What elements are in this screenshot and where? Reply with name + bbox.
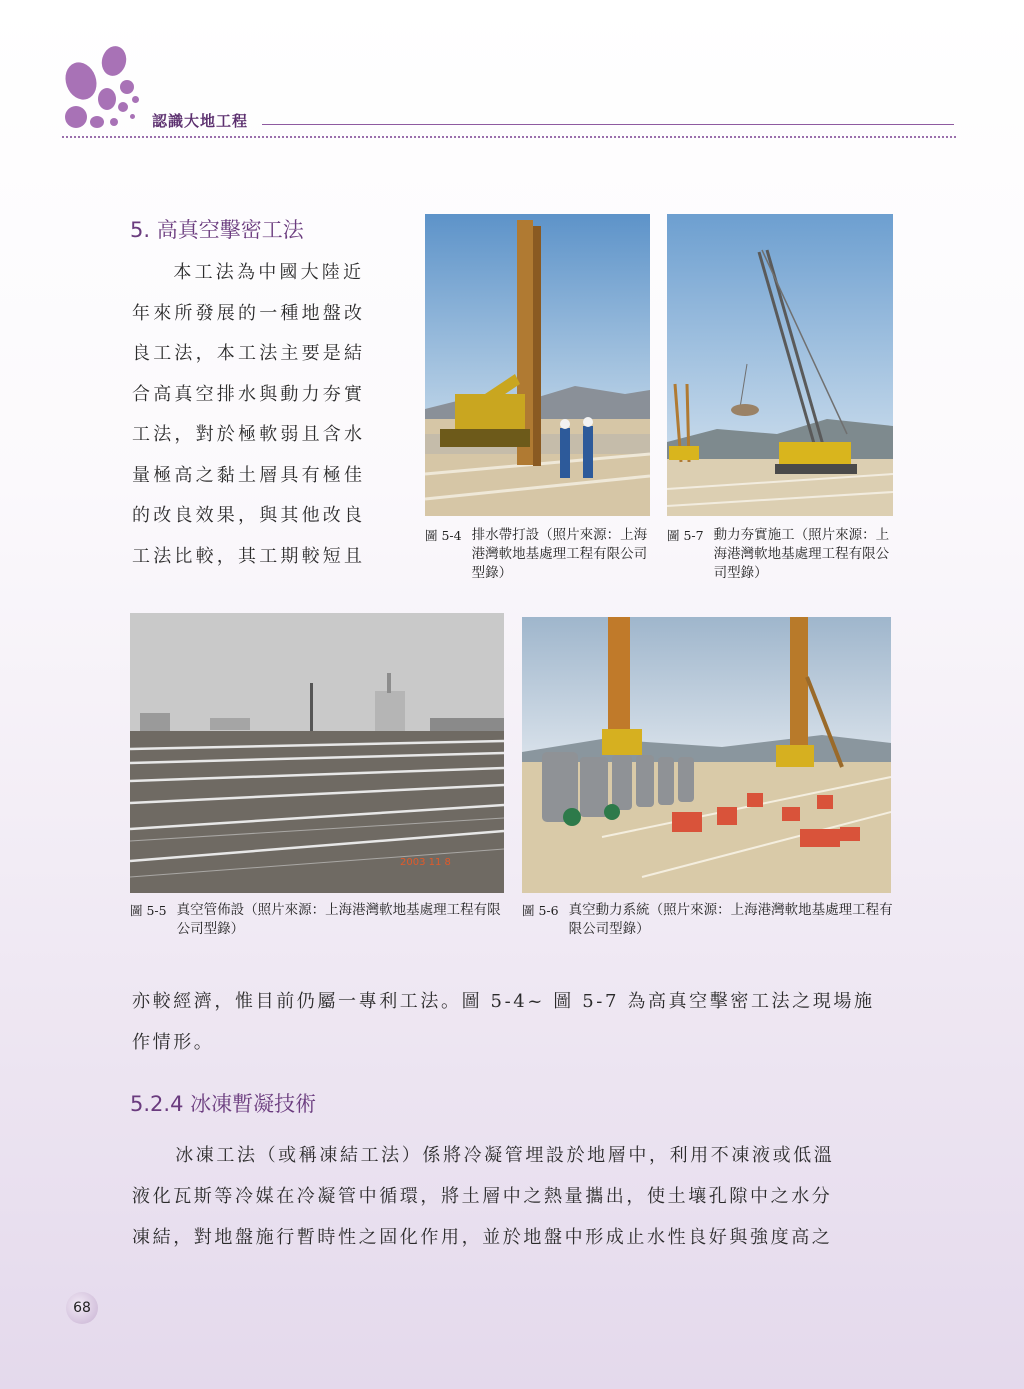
text-line: 的改良效果，與其他改良 [132, 505, 366, 526]
text-line: 冰凍工法（或稱凍結工法）係將冷凝管埋設於地層中，利用不凍液或低溫 [175, 1145, 835, 1166]
photo-dynamic-compaction [667, 214, 893, 516]
caption-fig-5-6 [522, 901, 894, 939]
photo-vacuum-pipes [130, 613, 504, 893]
text-line: 工法比較，其工期較短且 [132, 545, 366, 567]
photo-timestamp: 2003 11 8 [400, 857, 451, 868]
text-line: 年來所發展的一種地盤改 [132, 302, 366, 324]
text-line: 液化瓦斯等冷媒在冷凝管中循環，將土層中之熱量攜出，使土壤孔隙中之水分 [132, 1186, 833, 1207]
header-dotted-rule [62, 136, 956, 138]
header-logo [62, 44, 142, 134]
figure-label: 圖 5-5 [130, 903, 167, 918]
figure-caption: 真空動力系統（照片來源：上海港灣軟地基處理工程有限公司型錄） [568, 902, 893, 937]
section524-paragraph [132, 1135, 894, 1258]
text-line: 本工法為中國大陸近 [173, 262, 365, 283]
figure-caption: 動力夯實施工（照片來源：上海港灣軟地基處理工程有限公司型錄） [713, 527, 890, 581]
caption-fig-5-5 [130, 901, 508, 939]
photo-vacuum-power-system [522, 617, 891, 893]
caption-fig-5-4 [425, 526, 650, 583]
caption-fig-5-7 [667, 526, 895, 583]
page-number: 68 [66, 1292, 98, 1324]
figure-caption: 排水帶打設（照片來源：上海港灣軟地基處理工程有限公司型錄） [471, 527, 648, 581]
section-heading: 5. 高真空擊密工法 [130, 218, 304, 242]
text-line: 合高真空排水與動力夯實 [132, 383, 366, 405]
text-line: 良工法，本工法主要是結 [132, 343, 366, 364]
text-line: 工法，對於極軟弱且含水 [132, 424, 366, 445]
continuation-paragraph [132, 981, 894, 1063]
figure-label: 圖 5-7 [667, 528, 704, 543]
subsection-heading: 5.2.4 冰凍暫凝技術 [130, 1092, 317, 1116]
section5-body [132, 253, 384, 577]
text-line: 作情形。 [132, 1032, 215, 1053]
figure-label: 圖 5-4 [425, 528, 462, 543]
figure-caption: 真空管佈設（照片來源：上海港灣軟地基處理工程有限公司型錄） [176, 902, 501, 937]
figure-label: 圖 5-6 [522, 903, 559, 918]
text-line: 凍結，對地盤施行暫時性之固化作用，並於地盤中形成止水性良好與強度高之 [132, 1227, 833, 1248]
text-line: 亦較經濟，惟目前仍屬一專利工法。圖 5-4~ 圖 5-7 為高真空擊密工法之現場施 [132, 991, 875, 1012]
header-title: 認識大地工程 [152, 112, 249, 130]
text-line: 量極高之黏土層具有極佳 [132, 464, 366, 486]
header-rule [262, 124, 954, 125]
photo-drain-installation [425, 214, 650, 516]
